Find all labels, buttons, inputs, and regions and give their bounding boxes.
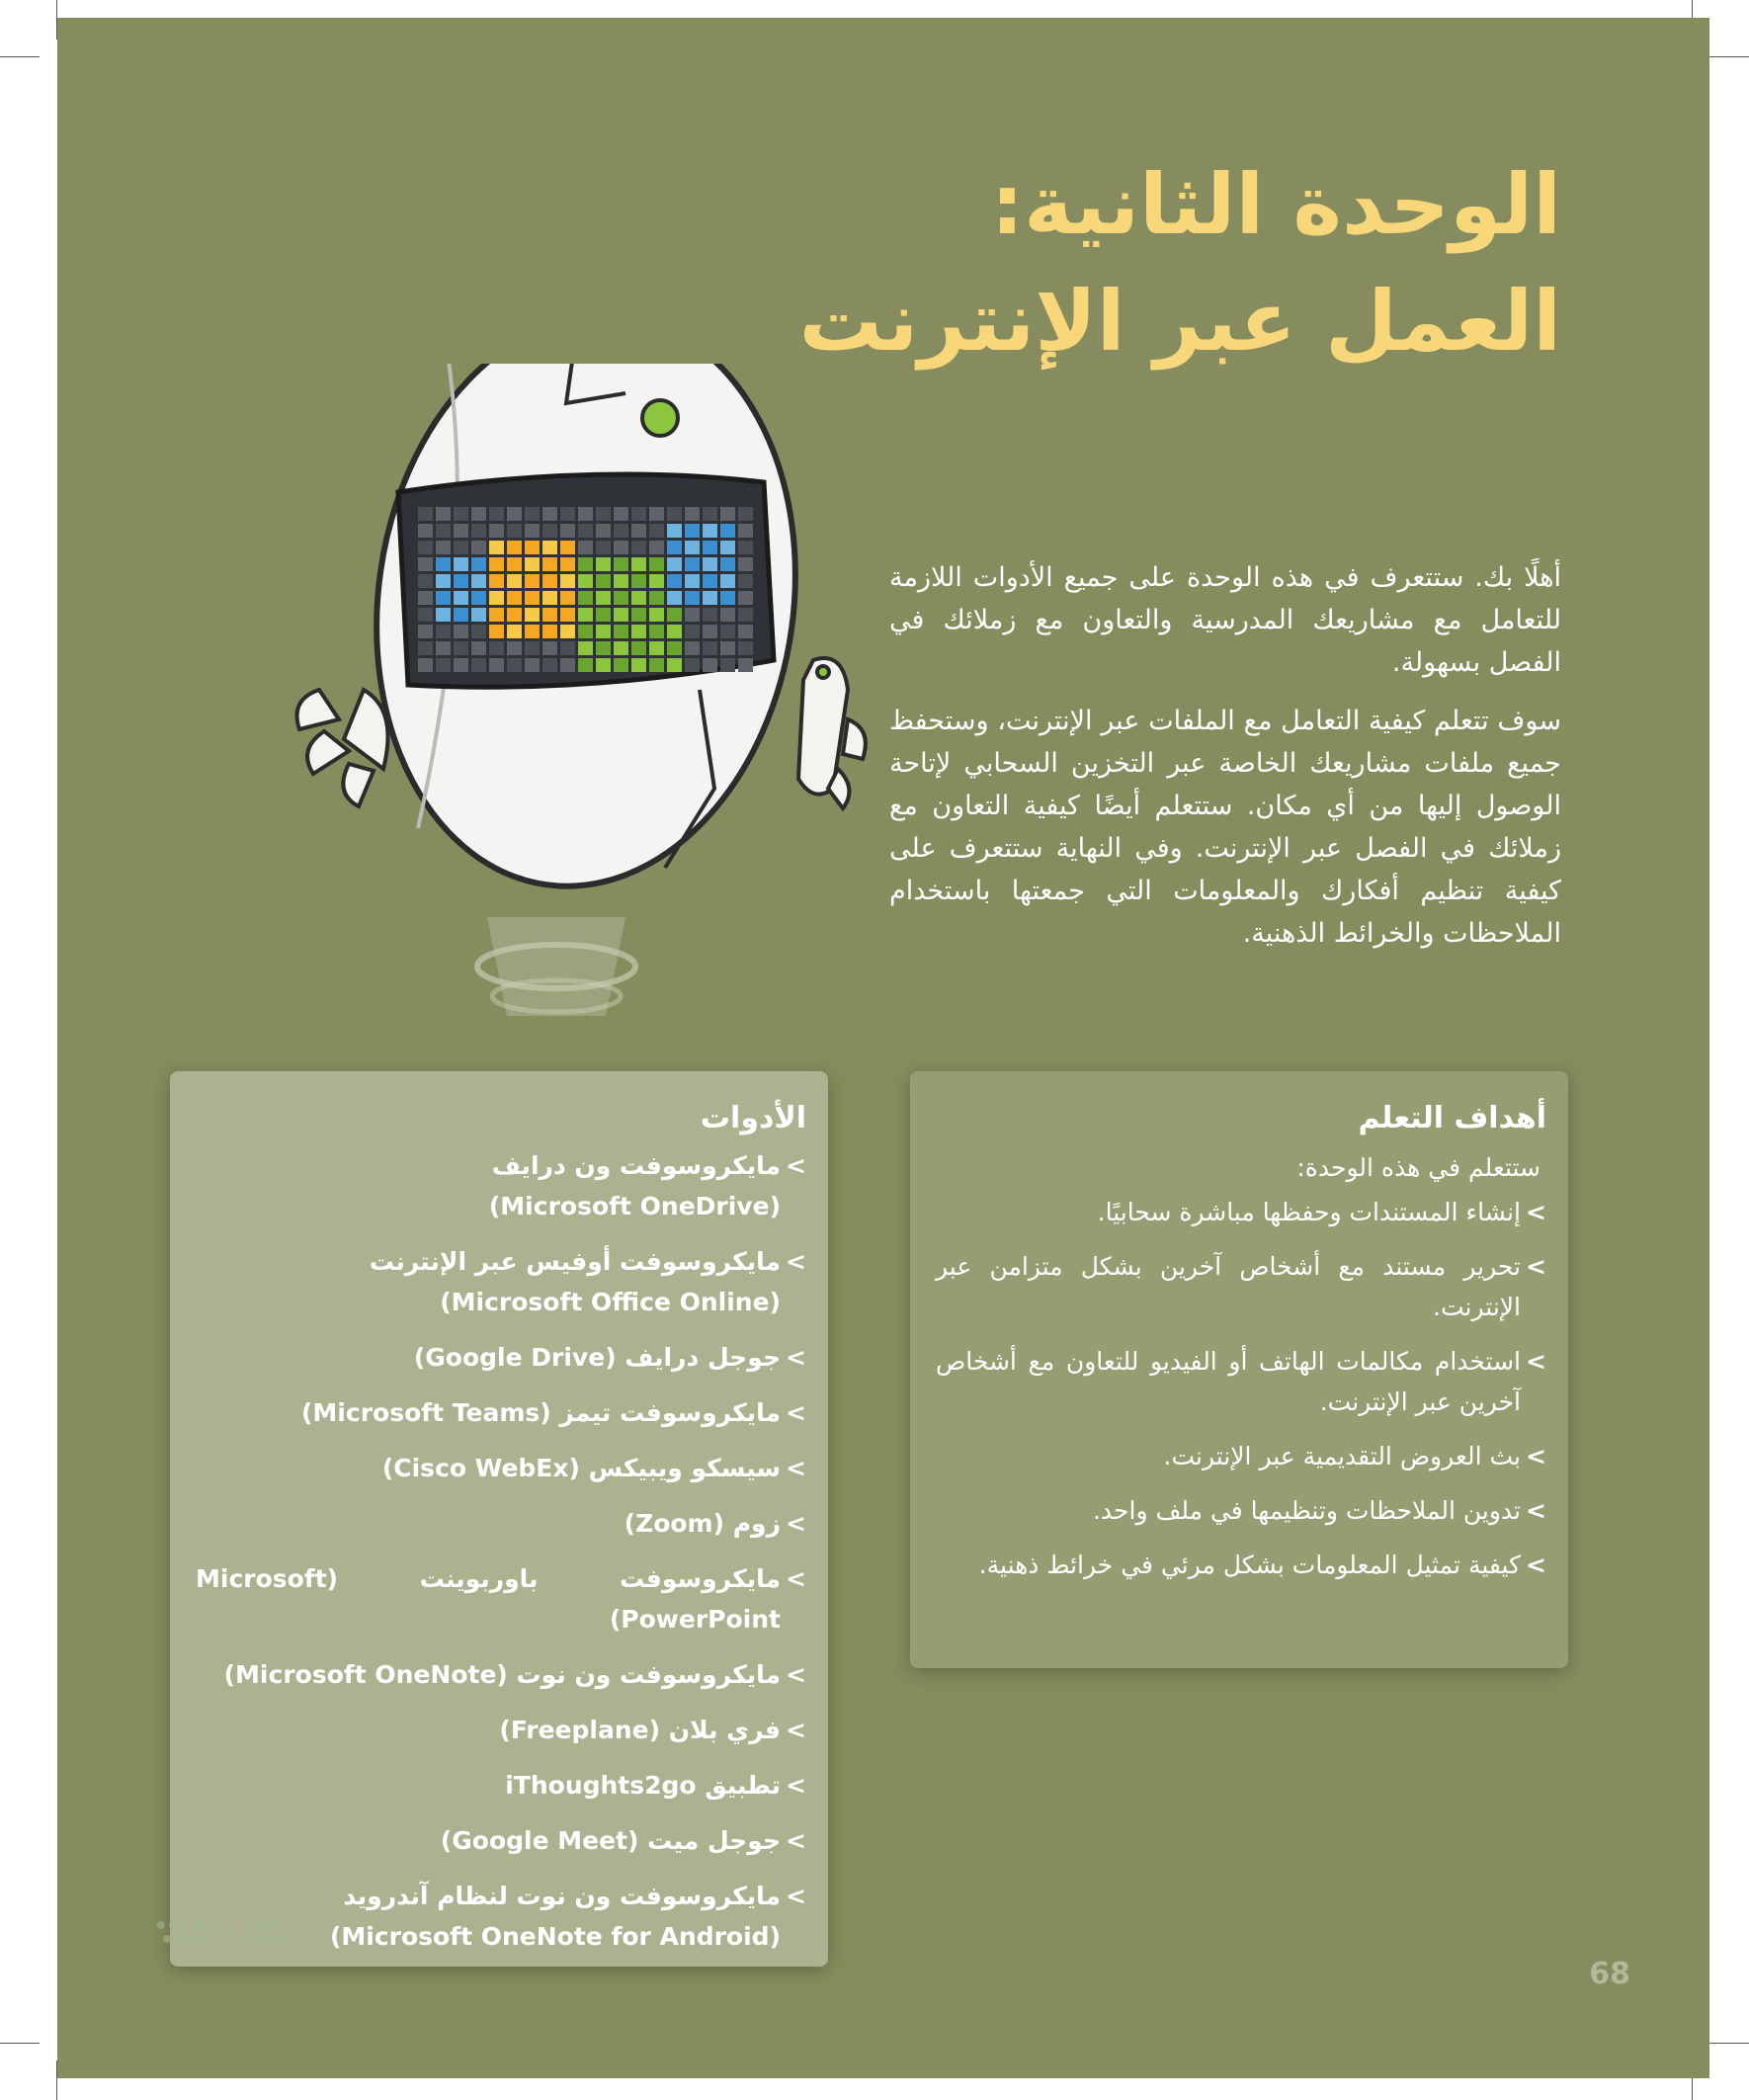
visor-pixel (525, 591, 540, 605)
visor-pixel (507, 591, 522, 605)
visor-pixel (525, 557, 540, 571)
visor-pixel (471, 608, 486, 622)
visor-pixel (560, 591, 575, 605)
visor-pixel (614, 658, 628, 672)
visor-pixel (667, 591, 682, 605)
tool-name-en: (Microsoft OneNote for Android) (329, 1922, 781, 1951)
visor-pixel (631, 658, 646, 672)
visor-pixel (471, 507, 486, 521)
visor-pixel (454, 557, 468, 571)
visor-pixel (667, 658, 682, 672)
visor-pixel (578, 507, 593, 521)
visor-pixel (454, 658, 468, 672)
visor-pixel (471, 557, 486, 571)
visor-pixel (703, 658, 717, 672)
visor-pixel (542, 608, 557, 622)
tools-heading: الأدوات (700, 1101, 806, 1135)
visor-pixel (418, 541, 433, 554)
visor-pixel (685, 541, 700, 554)
visor-pixel (631, 507, 646, 521)
visor-pixel (436, 641, 451, 655)
visor-pixel (454, 541, 468, 554)
visor-pixel (436, 625, 451, 638)
visor-pixel (489, 557, 504, 571)
visor-pixel (542, 541, 557, 554)
list-item: > كيفية تمثيل المعلومات بشكل مرئي في خرائط ذهنية. (936, 1545, 1546, 1585)
tools-list (170, 1135, 828, 1957)
visor-pixel (471, 591, 486, 605)
visor-pixel (471, 658, 486, 672)
visor-pixel (596, 507, 611, 521)
visor-pixel (631, 524, 646, 538)
crop-mark (0, 2043, 40, 2044)
visor-pixel (720, 658, 735, 672)
visor-pixel (542, 524, 557, 538)
visor-pixel (578, 625, 593, 638)
visor-pixel (418, 608, 433, 622)
list-item (196, 1145, 806, 1226)
visor-pixel (649, 658, 664, 672)
visor-pixel (560, 541, 575, 554)
visor-pixel (471, 524, 486, 538)
visor-pixel (596, 641, 611, 655)
tool-name: > مايكروسوفت أوفيس عبر الإنترنت (369, 1247, 781, 1276)
visor-pixel (614, 507, 628, 521)
visor-pixel (542, 574, 557, 588)
visor-pixel (471, 541, 486, 554)
visor-pixel (507, 658, 522, 672)
visor-pixel (578, 524, 593, 538)
visor-pixel (489, 524, 504, 538)
visor-pixel (649, 541, 664, 554)
visor-pixel (560, 557, 575, 571)
visor-pixel (560, 625, 575, 638)
list-item: > بث العروض التقديمية عبر الإنترنت. (936, 1436, 1546, 1476)
visor-pixel (614, 608, 628, 622)
visor-pixel (578, 541, 593, 554)
visor-pixel (489, 507, 504, 521)
visor-pixel (703, 625, 717, 638)
visor-pixel (649, 641, 664, 655)
visor-pixel (418, 591, 433, 605)
visor-pixel (738, 591, 753, 605)
list-item (196, 1503, 806, 1544)
visor-pixel (542, 507, 557, 521)
visor-pixel (489, 591, 504, 605)
visor-pixel (649, 507, 664, 521)
visor-pixel (667, 608, 682, 622)
tool-name: > سيسكو ويبيكس (Cisco WebEx) (381, 1454, 781, 1482)
visor-pixel (703, 608, 717, 622)
visor-pixel (720, 507, 735, 521)
crop-mark (1709, 56, 1749, 57)
visor-pixel (649, 524, 664, 538)
page-number: 68 (1589, 1957, 1630, 1991)
visor-pixel (703, 574, 717, 588)
visor-pixel (720, 625, 735, 638)
visor-pixel (614, 641, 628, 655)
visor-pixel (418, 625, 433, 638)
visor-pixel (436, 574, 451, 588)
learning-goals-heading: أهداف التعلم (1358, 1101, 1546, 1135)
list-item (196, 1337, 806, 1378)
visor-pixel (436, 658, 451, 672)
tool-name: > مايكروسوفت ون نوت لنظام آندرويد (343, 1882, 781, 1910)
visor-pixel (703, 641, 717, 655)
visor-pixel (560, 507, 575, 521)
visor-pixel (471, 625, 486, 638)
visor-pixel (631, 641, 646, 655)
intro-paragraph: أهلًا بك. ستتعرف في هذه الوحدة على جميع الأدوات اللازمة للتعامل مع مشاريعك المدرسية والتعاون مع زملائك في الفصل بسهولة. (889, 562, 1561, 678)
tool-name: > مايكروسوفت ون نوت (Microsoft OneNote) (223, 1660, 781, 1689)
visor-pixel (738, 625, 753, 638)
unit-title (672, 146, 1561, 379)
list-item (196, 1448, 806, 1488)
tool-name: > مايكروسوفت باوربوينت (Microsoft PowerPoint) (196, 1564, 781, 1634)
list-item (196, 1765, 806, 1806)
list-item: > تحرير مستند مع أشخاص آخرين بشكل متزامن عبر الإنترنت. (936, 1246, 1546, 1327)
visor-pixel (560, 641, 575, 655)
visor-pixel (720, 608, 735, 622)
visor-pixel (614, 591, 628, 605)
learning-goals-box (910, 1071, 1568, 1668)
visor-pixel (418, 641, 433, 655)
visor-pixel (525, 524, 540, 538)
visor-pixel (649, 591, 664, 605)
visor-pixel (525, 541, 540, 554)
tool-name: > مايكروسوفت تيمز (Microsoft Teams) (300, 1398, 781, 1427)
visor-pixel (685, 658, 700, 672)
visor-pixel (667, 541, 682, 554)
visor-pixel (685, 591, 700, 605)
visor-pixel (667, 574, 682, 588)
visor-pixel (596, 541, 611, 554)
visor-pixel (631, 557, 646, 571)
visor-pixel (436, 591, 451, 605)
visor-pixel (649, 608, 664, 622)
intro-text (889, 556, 1561, 970)
visor-pixel (720, 574, 735, 588)
visor-pixel (614, 541, 628, 554)
visor-pixel (667, 641, 682, 655)
visor-pixel (560, 574, 575, 588)
visor-pixel (649, 557, 664, 571)
visor-pixel (596, 574, 611, 588)
tool-name-en: (Microsoft OneDrive) (488, 1192, 781, 1220)
learning-goals-subtitle: ستتعلم في هذه الوحدة: (1296, 1153, 1541, 1182)
visor-pixel (454, 507, 468, 521)
visor-pixel (649, 625, 664, 638)
visor-pixel (489, 641, 504, 655)
visor-pixel (703, 524, 717, 538)
visor-pixel (454, 591, 468, 605)
visor-pixel (525, 641, 540, 655)
visor-pixel (596, 524, 611, 538)
visor-pixel (667, 524, 682, 538)
unit-title-line2: العمل عبر الإنترنت (798, 273, 1561, 370)
visor-pixel (542, 625, 557, 638)
visor-pixel (703, 591, 717, 605)
visor-pixel (738, 608, 753, 622)
tool-name: > فري بلان (Freeplane) (499, 1716, 781, 1744)
visor-pixel (560, 524, 575, 538)
tools-box (170, 1071, 828, 1967)
visor-pixel (489, 608, 504, 622)
learning-goals-list (910, 1182, 1568, 1585)
visor-pixel (489, 658, 504, 672)
visor-pixel (489, 625, 504, 638)
visor-pixel (631, 625, 646, 638)
tool-name: > جوجل درايف (Google Drive) (413, 1343, 781, 1372)
list-item (196, 1710, 806, 1750)
robot-illustration (250, 364, 922, 1036)
visor-pixel (560, 608, 575, 622)
visor-pixel (507, 507, 522, 521)
visor-pixel (685, 574, 700, 588)
visor-pixel (703, 557, 717, 571)
visor-pixel (578, 608, 593, 622)
visor-pixel (738, 641, 753, 655)
crop-mark (0, 56, 40, 57)
visor-pixel (738, 658, 753, 672)
visor-pixel (454, 608, 468, 622)
visor-pixel (507, 641, 522, 655)
visor-pixel (720, 524, 735, 538)
visor-pixel (720, 591, 735, 605)
visor-pixel (418, 557, 433, 571)
visor-pixel (685, 625, 700, 638)
page (57, 18, 1709, 2078)
list-item: > تدوين الملاحظات وتنظيمها في ملف واحد. (936, 1490, 1546, 1531)
visor-pixel (720, 541, 735, 554)
visor-pixel (525, 574, 540, 588)
visor-pixel (703, 541, 717, 554)
tool-name: > جوجل ميت (Google Meet) (440, 1826, 781, 1855)
visor-pixel (667, 557, 682, 571)
visor-pixel (454, 524, 468, 538)
list-item (196, 1558, 806, 1639)
visor-pixel (685, 507, 700, 521)
visor-pixel (436, 541, 451, 554)
visor-pixel (418, 574, 433, 588)
visor-pixel (596, 608, 611, 622)
visor-pixel (685, 608, 700, 622)
visor-pixel (507, 524, 522, 538)
visor-pixel (507, 574, 522, 588)
visor-pixel (631, 541, 646, 554)
visor-pixel (614, 625, 628, 638)
visor-pixel (525, 625, 540, 638)
visor-pixel (507, 557, 522, 571)
visor-pixel (614, 557, 628, 571)
visor-pixel (525, 658, 540, 672)
visor-pixel (720, 557, 735, 571)
visor-pixel (667, 625, 682, 638)
visor-pixel (542, 658, 557, 672)
visor-pixel (436, 608, 451, 622)
visor-pixel (542, 591, 557, 605)
visor-pixel (560, 658, 575, 672)
tool-name-en: (Microsoft Office Online) (440, 1288, 781, 1316)
tool-name: > مايكروسوفت ون درايف (491, 1151, 781, 1180)
list-item: > استخدام مكالمات الهاتف أو الفيديو للتعاون مع أشخاص آخرين عبر الإنترنت. (936, 1341, 1546, 1422)
list-item (196, 1241, 806, 1322)
intro-paragraph: سوف تتعلم كيفية التعامل مع الملفات عبر الإنترنت، وستحفظ جميع ملفات مشاريعك الخاصة عبر التخزين السحابي لإتاحة الوصول إليها من أي مكان. ستتعلم أيضًا كيفية التعاون مع زملائك في الفصل عبر الإنترنت. وفي النهاية ستتعرف على كيفية تنظيم أفكارك والمعلومات التي جمعتها باستخدام الملاحظات والخرائط الذهنية. (889, 706, 1561, 949)
visor-pixel (578, 574, 593, 588)
visor-pixel (685, 557, 700, 571)
ministry-logo (151, 1915, 309, 1974)
tool-name: > زوم (Zoom) (624, 1509, 781, 1538)
visor-pixel (507, 541, 522, 554)
visor-pixel (631, 574, 646, 588)
visor-pixel (436, 557, 451, 571)
visor-pixel (738, 541, 753, 554)
visor-pixel (738, 557, 753, 571)
visor-pixel (738, 507, 753, 521)
visor-pixel (454, 574, 468, 588)
visor-pixel (596, 658, 611, 672)
visor-pixel (649, 574, 664, 588)
visor-pixel (418, 524, 433, 538)
visor-pixel (489, 541, 504, 554)
visor-pixel (471, 574, 486, 588)
tool-name: > تطبيق iThoughts2go (505, 1771, 781, 1800)
visor-pixel (631, 591, 646, 605)
visor-pixel (614, 524, 628, 538)
visor-pixel (436, 507, 451, 521)
visor-pixel (685, 524, 700, 538)
visor-pixel (542, 557, 557, 571)
visor-pixel (738, 524, 753, 538)
visor-pixel (631, 608, 646, 622)
visor-pixel (596, 591, 611, 605)
visor-pixel (507, 608, 522, 622)
visor-pixel (489, 574, 504, 588)
list-item (196, 1392, 806, 1433)
list-item (196, 1654, 806, 1695)
list-item (196, 1820, 806, 1861)
visor-pixel (578, 557, 593, 571)
visor-pixel (454, 641, 468, 655)
visor-pixel (578, 641, 593, 655)
visor-pixel (525, 608, 540, 622)
visor-pixel (596, 557, 611, 571)
visor-pixel (738, 574, 753, 588)
visor-pixel (418, 507, 433, 521)
visor-pixel (578, 591, 593, 605)
visor-pixel (507, 625, 522, 638)
visor-pixel (436, 524, 451, 538)
visor-pixel (471, 641, 486, 655)
visor-pixel (720, 641, 735, 655)
visor-pixel (703, 507, 717, 521)
visor-pixel (667, 507, 682, 521)
visor-pixel (578, 658, 593, 672)
visor-pixel (454, 625, 468, 638)
visor-pixel (614, 574, 628, 588)
visor-pixel (685, 641, 700, 655)
visor-pixel (542, 641, 557, 655)
visor-pixel (525, 507, 540, 521)
unit-title-line1: الوحدة الثانية: (990, 156, 1561, 253)
list-item: > إنشاء المستندات وحفظها مباشرة سحابيًا. (936, 1192, 1546, 1232)
visor-pixel (596, 625, 611, 638)
visor-pixel (418, 658, 433, 672)
crop-mark (1709, 2043, 1749, 2044)
